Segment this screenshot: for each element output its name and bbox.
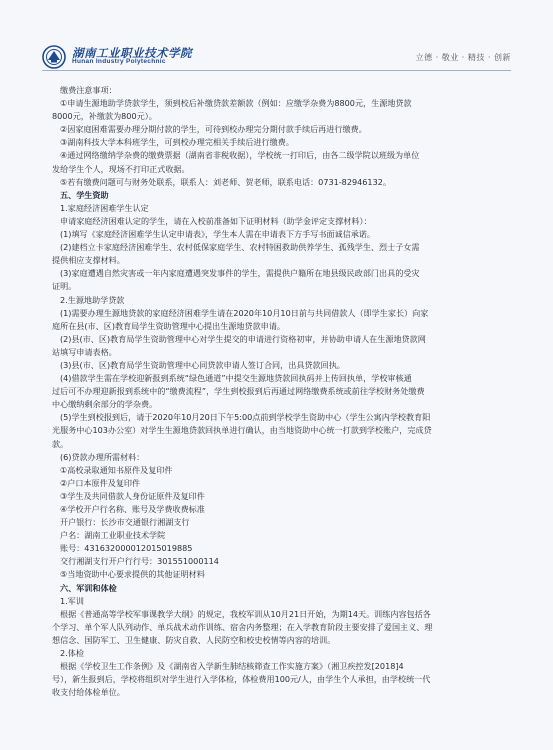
subsection-heading: 2.生源地助学贷款 [60, 294, 125, 305]
text-line: (3)县(市、区)教育局学生资助管理中心同贷款申请人签订合同，出具贷款回执。 [60, 359, 345, 370]
text-line: 户名：湖南工业职业技术学院 [60, 530, 166, 541]
text-line: 发给学生个人，现场不打印正式收据。 [52, 163, 190, 174]
text-line: (3)家庭遭遇自然灾害或一年内家庭遭遇突发事件的学生，需提供户籍所在地县级民政部门出具的受灾 [60, 268, 420, 279]
text-line: ②因家庭困难需要办理分期付款的学生，可待到校办理完分期付款手续后再进行缴费。 [60, 124, 367, 135]
text-line: 根据《普通高等学校军事课教学大纲》的规定，我校军训从10月21日开始，为期14天。训练内容包括各 [60, 608, 431, 619]
text-line: ①申请生源地助学贷款学生，须到校后补缴贷款差额款（例如：应缴学杂费为8800元，生源地贷款 [60, 98, 412, 109]
text-line: 开户银行：长沙市交通银行湘湖支行 [60, 517, 190, 528]
text-line: ④学校开户行名称、账号及学费收费标准 [60, 504, 205, 514]
section-heading: 五、学生资助 [60, 189, 109, 200]
subsection-heading: 1.军训 [60, 595, 84, 606]
text-line: 缴费注意事项： [60, 85, 117, 95]
document-body [52, 84, 504, 699]
section-heading: 六、军训和体检 [60, 582, 117, 593]
text-line: 站填写申请表格。 [52, 346, 117, 357]
text-line: 款。 [52, 438, 69, 449]
header-divider [42, 70, 511, 71]
text-line: 庭所在县(市、区)教育局学生资助管理中心提出生源地贷款申请。 [52, 320, 285, 331]
text-line: 中心缴纳剩余部分的学杂费。 [52, 399, 158, 410]
text-line: ③湖南科技大学本科班学生，可到校办理完相关手续后进行缴费。 [60, 137, 294, 148]
text-line: (2)县(市、区)教育局学生资助管理中心对学生提交的申请进行资格初审，并协助申请人在生源地贷款网 [60, 333, 426, 344]
text-line: ④通过网络缴纳学杂费的缴费票据（湖南省非税收据），学校统一打印后，由各二级学院以班级为单位 [60, 150, 420, 161]
text-line: 交行湘湖支行开户行行号：301551000114 [60, 556, 219, 567]
text-line: (6)贷款办理所需材料： [60, 451, 145, 462]
text-line: 申请家庭经济困难认定的学生，请在入校前准备如下证明材料（助学金评定支撑材料）： [60, 215, 372, 226]
text-line: (4)借款学生需在学校迎新报到系统“绿色通道”中提交生源地贷款回执码并上传回执单，学校审核通 [60, 373, 412, 384]
text-line: ③学生及共同借款人身份证原件及复印件 [60, 490, 205, 501]
text-line: (1)需要办理生源地贷款的家庭经济困难学生请在2020年10月10日前与共同借款人（即学生家长）向家 [60, 307, 429, 318]
text-line: 光服务中心103办公室）对学生生源地贷款回执单进行确认，由当地资助中心统一打款到学校账户，完成贷 [52, 425, 432, 436]
subsection-heading: 1.家庭经济困难学生认定 [60, 202, 149, 213]
school-motto: 立德 · 敬业 · 精技 · 创新 [415, 53, 511, 62]
school-name-cn: 湖南工业职业技术学院 [72, 46, 192, 60]
text-line: 证明。 [52, 281, 77, 292]
text-line: 8000元，补缴款为800元）。 [52, 111, 157, 122]
school-logo-icon [42, 45, 66, 69]
text-line: ⑤若有缴费问题可与财务处联系，联系人：刘老师、贺老师，联系电话：0731-82946132。 [60, 176, 391, 187]
subsection-heading: 2.体检 [60, 648, 84, 659]
text-line: 提供相应支撑材料。 [52, 255, 125, 266]
text-line: (2)建档立卡家庭经济困难学生、农村低保家庭学生、农村特困救助供养学生、孤残学生、烈士子女需 [60, 242, 420, 253]
text-line: 账号：431632000012015019885 [60, 543, 193, 554]
text-line: 个学习、单个军人队列动作、单兵战术动作训练、宿舍内务整理；在入学教育阶段主要安排了爱国主义、理 [52, 621, 433, 632]
text-line: ⑤当地资助中心要求提供的其他证明材料 [60, 569, 205, 580]
text-line: (5)学生到校报到后，请于2020年10月20日下午5:00点前到学校学生资助中心（学生公寓内学校教育阳 [60, 412, 431, 423]
text-line: 想信念、国防军工、卫生健康、防灾自救、人民防空和校史校情等内容的培训。 [52, 634, 336, 645]
text-line: 号），新生报到后，学校将组织对学生进行入学体检，体检费用100元/人，由学生个人承担，由学校统一代 [52, 674, 431, 685]
page-header [0, 0, 553, 66]
text-line: (1)填写《家庭经济困难学生认定申请表》，学生本人需在申请表下方手写书面诚信承诺。 [60, 229, 375, 240]
text-line: ②户口本原件及复印件 [60, 477, 141, 488]
text-line: 收支付给体检单位。 [52, 687, 125, 698]
text-line: 过后可不办理迎新报到系统中的“缴费流程”，学生到校报到后再通过网络缴费系统或前往学校财务处缴费 [52, 386, 425, 397]
school-name-en: Hunan Industry Polytechnic [72, 58, 166, 65]
text-line: ①高校录取通知书原件及复印件 [60, 464, 173, 475]
text-line: 根据《学校卫生工作条例》及《湖南省入学新生肺结核筛查工作实施方案》（湘卫疾控发[2018]4 [60, 661, 404, 672]
